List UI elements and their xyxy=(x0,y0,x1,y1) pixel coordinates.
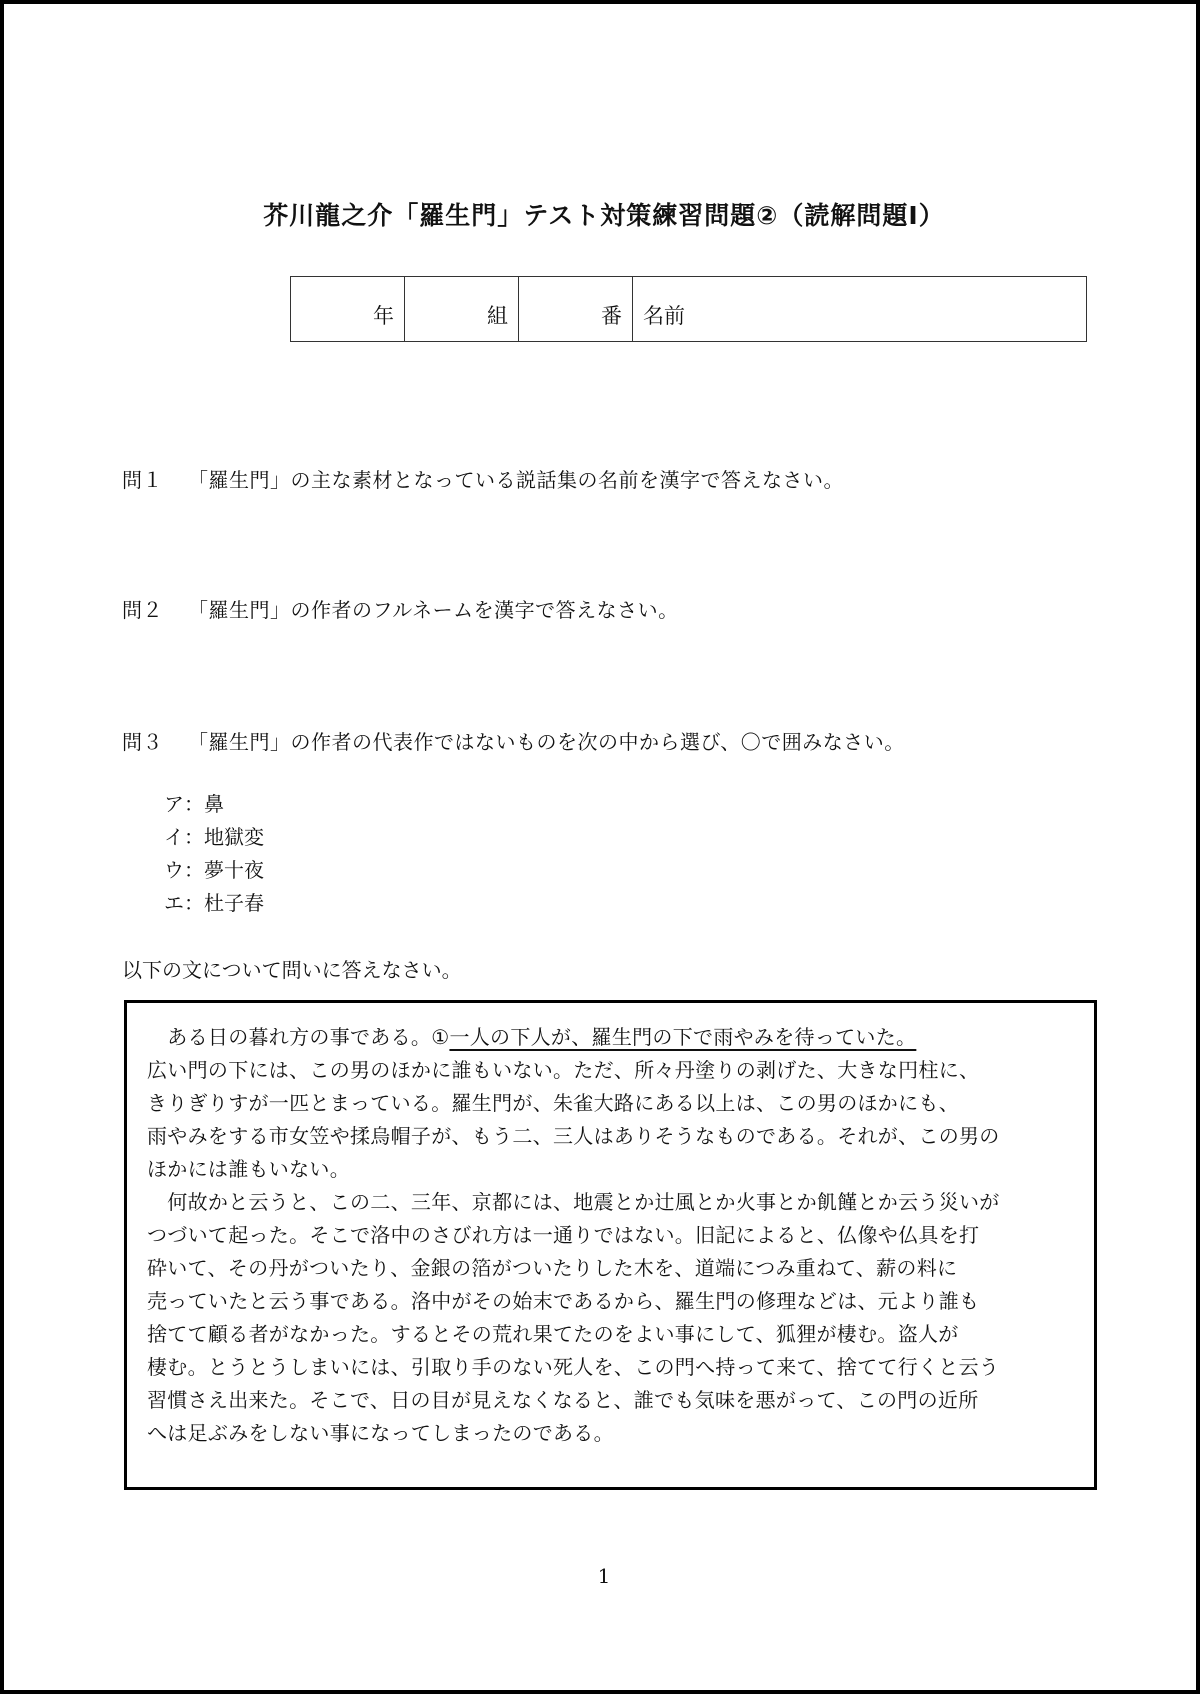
passage-line: 広い門の下には、この男のほかに誰もいない。ただ、所々丹塗りの剥げた、大きな円柱に、 xyxy=(147,1058,980,1082)
passage-line: 売っていたと云う事である。洛中がその始末であるから、羅生門の修理などは、元より誰も xyxy=(147,1289,980,1313)
choice-i[interactable]: イ：地獄変 xyxy=(164,825,264,849)
year-cell[interactable] xyxy=(291,277,405,342)
passage-instruction: 以下の文について問いに答えなさい。 xyxy=(122,958,462,982)
question-text: 「羅生門」の主な素材となっている説話集の名前を漢字で答えなさい。 xyxy=(188,468,844,492)
passage-line: 習慣さえ出来た。そこで、日の目が見えなくなると、誰でも気味を悪がって、この門の近所 xyxy=(147,1388,979,1412)
choice-u[interactable]: ウ：夢十夜 xyxy=(164,858,264,882)
question-number: 問２ xyxy=(122,598,163,622)
passage-line: 捨てて顧る者がなかった。するとその荒れ果てたのをよい事にして、狐狸が棲む。盗人が xyxy=(147,1322,959,1346)
year-label: 年 xyxy=(373,304,394,328)
passage-line: 何故かと云うと、この二、三年、京都には、地震とか辻風とか火事とか飢饉とか云う災いが xyxy=(147,1190,1000,1214)
question-1 xyxy=(122,464,844,493)
question-2 xyxy=(122,594,679,623)
page-number: 1 xyxy=(597,1564,611,1588)
name-cell[interactable] xyxy=(633,277,1087,342)
passage-line: 棲む。とうとうしまいには、引取り手のない死人を、この門へ持って来て、捨てて行くと云う xyxy=(147,1355,1000,1379)
question-number: 問３ xyxy=(122,730,163,754)
underlined-passage: 一人の下人が、羅生門の下で雨やみを待っていた。 xyxy=(449,1025,917,1049)
choice-a[interactable]: ア：鼻 xyxy=(164,792,224,816)
class-cell[interactable] xyxy=(405,277,519,342)
passage-line: ほかには誰もいない。 xyxy=(147,1157,350,1181)
name-label: 名前 xyxy=(643,304,685,328)
question-number: 問１ xyxy=(122,468,163,492)
class-label: 組 xyxy=(487,304,508,328)
passage-lead: ある日の暮れ方の事である。① xyxy=(147,1025,450,1049)
student-info-table xyxy=(290,276,1087,342)
passage-line: つづいて起った。そこで洛中のさびれ方は一通りではない。旧記によると、仏像や仏具を打 xyxy=(147,1223,980,1247)
question-text: 「羅生門」の作者の代表作ではないものを次の中から選び、〇で囲みなさい。 xyxy=(188,730,905,754)
page-title: 芥川龍之介「羅生門」テスト対策練習問題②（読解問題Ⅰ） xyxy=(263,201,945,230)
passage-line: 砕いて、その丹がついたり、金銀の箔がついたりした木を、道端につみ重ねて、薪の料に xyxy=(147,1256,958,1280)
passage-line: きりぎりすが一匹とまっている。羅生門が、朱雀大路にある以上は、この男のほかにも、 xyxy=(147,1091,959,1115)
question-text: 「羅生門」の作者のフルネームを漢字で答えなさい。 xyxy=(188,598,679,622)
number-cell[interactable] xyxy=(519,277,633,342)
choice-list xyxy=(164,788,264,920)
choice-e[interactable]: エ：杜子春 xyxy=(164,891,264,915)
passage-line xyxy=(147,1021,1078,1054)
passage-line: へは足ぶみをしない事になってしまったのである。 xyxy=(147,1421,614,1445)
question-3 xyxy=(122,726,905,755)
passage-line: 雨やみをする市女笠や揉烏帽子が、もう二、三人はありそうなものである。それが、この男の xyxy=(147,1124,1000,1148)
passage-box xyxy=(124,1000,1097,1490)
number-label: 番 xyxy=(601,304,622,328)
